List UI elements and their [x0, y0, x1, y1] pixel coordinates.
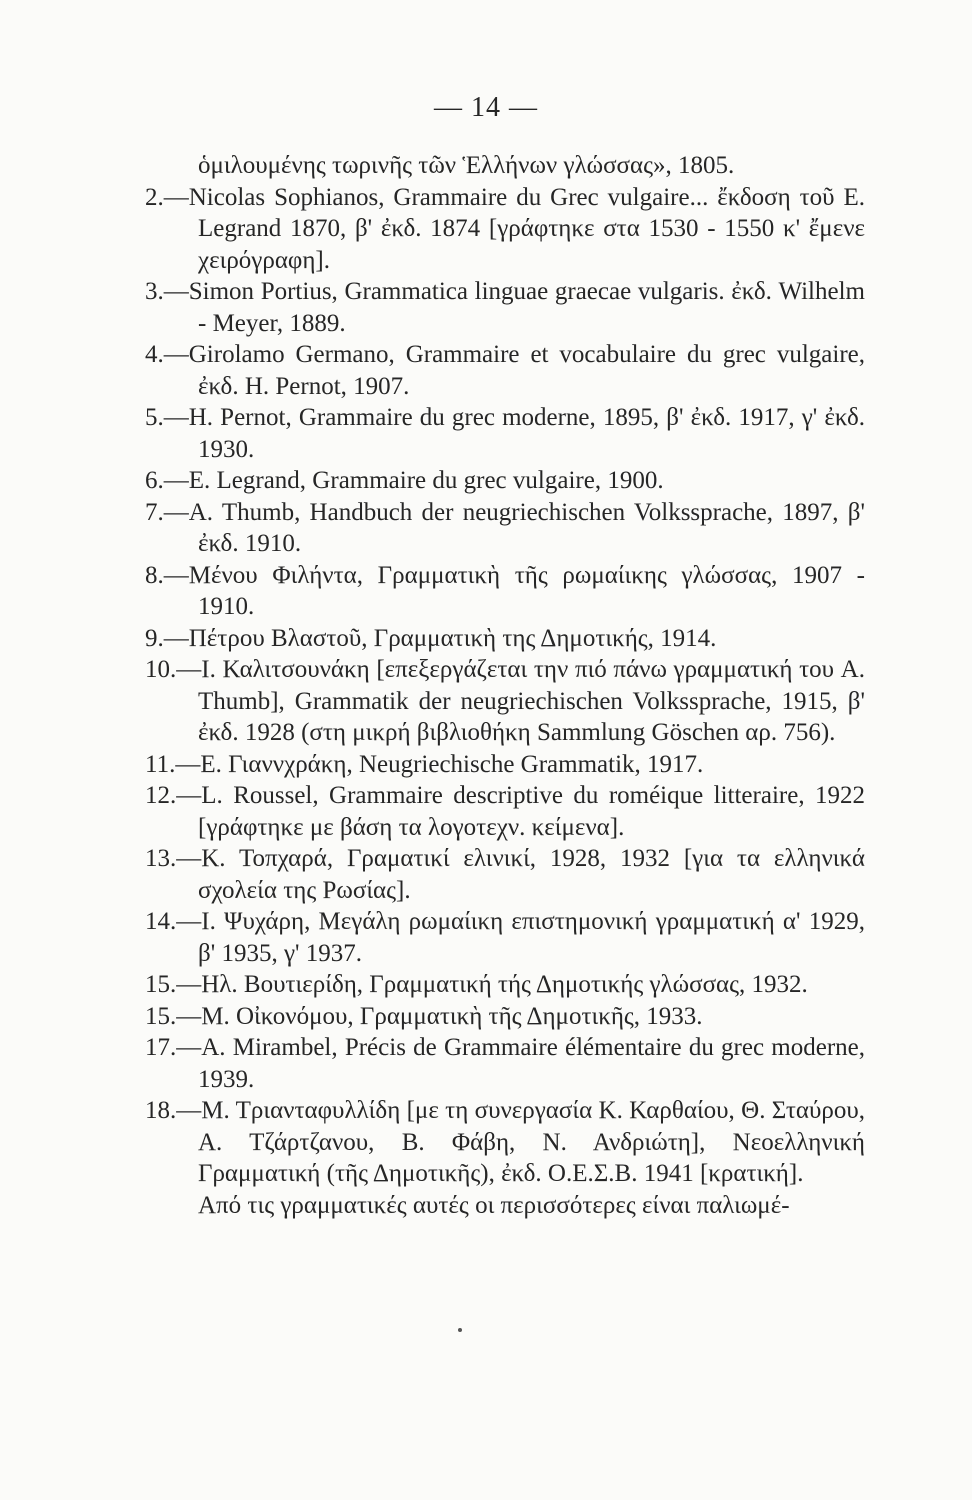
entry-number: 10.—	[145, 656, 202, 683]
bibliography-entry	[145, 654, 865, 749]
entry-number: 17.—	[145, 1034, 202, 1061]
page-number: — 14 —	[434, 92, 538, 123]
bibliography-entry	[145, 276, 865, 339]
bibliography-entry	[145, 182, 865, 277]
entry-number: 11.—	[145, 750, 201, 778]
entry-number: 9.—	[145, 624, 189, 652]
entry-text: Simon Portius, Grammatica linguae graecae vulgaris. ἐκδ. Wilhelm - Meyer, 1889.	[188, 278, 865, 337]
bibliography-entry	[145, 1001, 865, 1033]
entry-text: L. Roussel, Grammaire descriptive du roméique litteraire, 1922 [γράφτηκε με βάση τα λογοτεχν. κείμενα].	[198, 782, 865, 841]
bibliography-entry	[145, 339, 865, 402]
entry-number: 6.—	[145, 467, 189, 494]
entry-text: Κ. Τοπχαρά, Γραματικί ελινικί, 1928, 1932 [για τα ελληνικά σχολεία της Ρωσίας].	[198, 845, 865, 904]
entry-number: 14.—	[145, 908, 202, 935]
intro-line: ὁμιλουμένης τωρινῆς τῶν Ἑλλήνων γλώσσας», 1805.	[198, 152, 735, 179]
entry-text: Ι. Καλιτσουνάκη [επεξεργάζεται την πιό πάνω γραμματική του A. Thumb], Grammatik der neugriechischen Volkssprache, 1915, β' ἐκδ. 1928 (στη μικρή βιβλιοθήκη Sammlung Göschen αρ. 756).	[198, 656, 865, 746]
bibliography-entry	[145, 1095, 865, 1190]
entry-number: 4.—	[145, 341, 189, 368]
bibliography-list	[145, 182, 865, 1190]
bibliography-entry	[145, 969, 865, 1001]
bibliography-entry	[145, 749, 865, 781]
closing-line: Από τις γραμματικές αυτές οι περισσότερες είναι παλιωμέ-	[198, 1191, 790, 1219]
bibliography-entry	[145, 1032, 865, 1095]
entry-number: 12.—	[145, 782, 202, 809]
entry-text: A. Mirambel, Précis de Grammaire élémentaire du grec moderne, 1939.	[198, 1034, 865, 1093]
bibliography-text	[145, 150, 865, 1221]
entry-number: 2.—	[145, 183, 189, 211]
entry-text: H. Pernot, Grammaire du grec moderne, 1895, β' ἐκδ. 1917, γ' ἐκδ. 1930.	[188, 404, 865, 463]
entry-text: Πέτρου Βλαστοῦ, Γραμματικὴ της Δημοτικής, 1914.	[188, 624, 717, 652]
entry-number: 8.—	[145, 561, 189, 589]
entry-number: 15.—	[145, 1002, 202, 1030]
bibliography-entry	[145, 623, 865, 655]
entry-text: Μένου Φιλήντα, Γραμματικὴ τῆς ρωμαίικης γλώσσας, 1907 - 1910.	[188, 561, 865, 620]
bibliography-entry	[145, 780, 865, 843]
bibliography-entry	[145, 843, 865, 906]
entry-number: 3.—	[145, 278, 189, 305]
entry-number: 7.—	[145, 498, 189, 526]
entry-number: 18.—	[145, 1097, 202, 1124]
bibliography-entry	[145, 906, 865, 969]
entry-text: Ι. Ψυχάρη, Μεγάλη ρωμαίικη επιστημονική γραμματική α' 1929, β' 1935, γ' 1937.	[198, 908, 865, 967]
entry-text: Nicolas Sophianos, Grammaire du Grec vulgaire... ἔκδοση τοῦ E. Legrand 1870, β' ἐκδ. 1874 [γράφτηκε στα 1530 - 1550 κ' ἔμενε χειρόγραφη].	[188, 183, 865, 274]
entry-number: 5.—	[145, 404, 189, 431]
bibliography-entry	[145, 465, 865, 497]
bibliography-entry	[145, 560, 865, 623]
entry-text: Μ. Οἰκονόμου, Γραμματικὴ τῆς Δημοτικῆς, 1933.	[201, 1002, 703, 1030]
entry-text: Ε. Γιαννχράκη, Neugriechische Grammatik, 1917.	[200, 750, 704, 778]
entry-text: E. Legrand, Grammaire du grec vulgaire, 1900.	[188, 467, 664, 494]
print-dot	[458, 1328, 462, 1332]
entry-text: A. Thumb, Handbuch der neugriechischen Volkssprache, 1897, β' ἐκδ. 1910.	[188, 498, 865, 557]
entry-number: 15.—	[145, 971, 202, 998]
entry-text: Μ. Τριανταφυλλίδη [με τη συνεργασία Κ. Καρθαίου, Θ. Σταύρου, Α. Τζάρτζανου, Β. Φάβη, Ν. Ανδριώτη], Νεοελληνική Γραμματική (τῆς Δημοτικῆς), ἐκδ. Ο.Ε.Σ.Β. 1941 [κρατική].	[198, 1097, 865, 1187]
entry-text: Ηλ. Βουτιερίδη, Γραμματική τής Δημοτικής γλώσσας, 1932.	[201, 971, 808, 998]
entry-text: Girolamo Germano, Grammaire et vocabulaire du grec vulgaire, ἐκδ. H. Pernot, 1907.	[188, 341, 865, 400]
bibliography-entry	[145, 497, 865, 560]
bibliography-entry	[145, 402, 865, 465]
entry-number: 13.—	[145, 845, 202, 872]
